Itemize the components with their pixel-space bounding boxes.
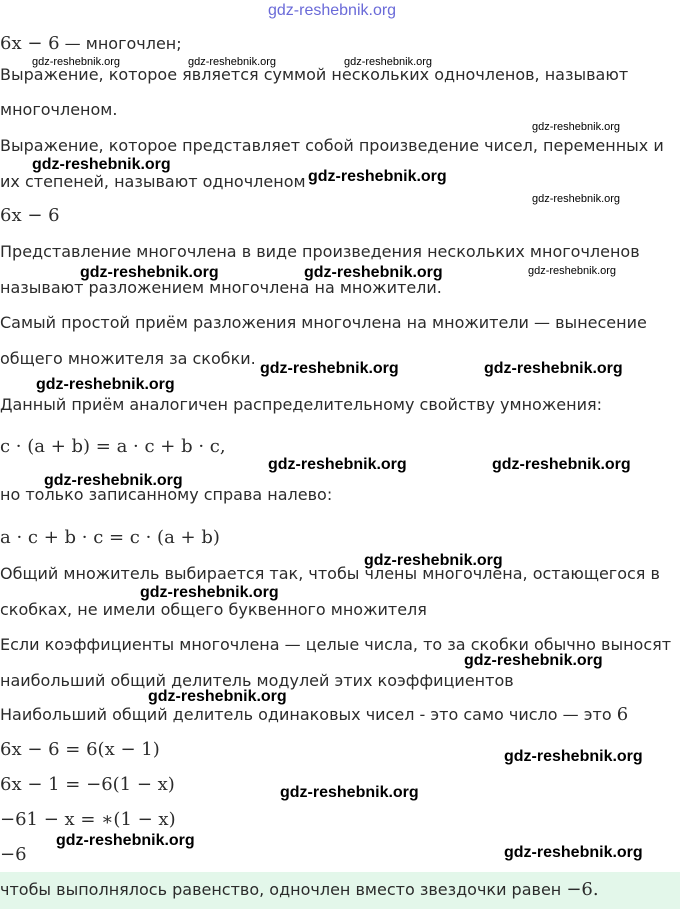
watermark: gdz-reshebnik.org	[504, 844, 643, 861]
expression-6x-minus-6: 6x − 6	[0, 205, 60, 226]
watermark: gdz-reshebnik.org	[140, 584, 279, 601]
watermark: gdz-reshebnik.org	[32, 156, 171, 173]
gcd-text: Наибольший общий делитель одинаковых чисел - это само число — это	[0, 705, 617, 724]
definition-polynomial-line1: Выражение, которое является суммой нескольких одночленов, называют	[0, 65, 629, 84]
watermark: gdz-reshebnik.org	[528, 265, 617, 277]
equation-1: 6x − 6 = 6(x − 1)	[0, 739, 160, 760]
coefficient-line2: наибольший общий делитель модулей этих коэффициентов	[0, 671, 514, 690]
choose-factor-line1: Общий множитель выбирается так, чтобы члены многочлена, остающегося в	[0, 564, 660, 583]
watermark: gdz-reshebnik.org	[36, 376, 175, 393]
definition-polynomial-line2: многочленом.	[0, 100, 118, 119]
watermark: gdz-reshebnik.org	[44, 472, 183, 489]
watermark: gdz-reshebnik.org	[464, 652, 603, 669]
answer-text: чтобы выполнялось равенство, одночлен вместо звездочки равен	[0, 880, 567, 899]
gcd-value: 6	[616, 704, 629, 725]
watermark: gdz-reshebnik.org	[32, 56, 121, 68]
polynomial-label: — многочлен;	[59, 34, 182, 53]
watermark: gdz-reshebnik.org	[268, 456, 407, 473]
reverse-text: но только записанному справа налево:	[0, 485, 333, 504]
polynomial-statement	[0, 34, 182, 54]
distributive-formula: c · (a + b) = a · c + b · c,	[0, 436, 226, 457]
gcd-statement	[0, 705, 628, 725]
watermark: gdz-reshebnik.org	[344, 56, 433, 68]
choose-factor-line2: скобках, не имели общего буквенного множителя	[0, 600, 427, 619]
polynomial-expression: 6x − 6	[0, 33, 60, 54]
watermark: gdz-reshebnik.org	[492, 456, 631, 473]
watermark: gdz-reshebnik.org	[280, 784, 419, 801]
definition-monomial-line1: Выражение, которое представляет собой произведение чисел, переменных и	[0, 136, 664, 155]
reverse-formula: a · c + b · c = c · (a + b)	[0, 527, 220, 548]
factorization-definition-line1: Представление многочлена в виде произведения нескольких многочленов	[0, 242, 640, 261]
equation-2: 6x − 1 = −6(1 − x)	[0, 774, 175, 795]
distributive-property-text: Данный приём аналогичен распределительному свойству умножения:	[0, 395, 602, 414]
watermark: gdz-reshebnik.org	[80, 264, 219, 281]
watermark: gdz-reshebnik.org	[56, 832, 195, 849]
watermark: gdz-reshebnik.org	[364, 552, 503, 569]
equation-4: −6	[0, 844, 27, 865]
watermark-top: gdz-reshebnik.org	[268, 2, 397, 19]
watermark: gdz-reshebnik.org	[260, 360, 399, 377]
watermark: gdz-reshebnik.org	[484, 360, 623, 377]
answer-statement	[0, 880, 599, 900]
watermark: gdz-reshebnik.org	[308, 168, 447, 185]
watermark: gdz-reshebnik.org	[532, 193, 621, 205]
definition-monomial-line2: их степеней, называют одночленом	[0, 172, 306, 191]
factorization-definition-line2: называют разложением многочлена на множители.	[0, 278, 442, 297]
equation-3: −61 − x = ∗(1 − x)	[0, 809, 176, 830]
coefficient-line1: Если коэффициенты многочлена — целые числа, то за скобки обычно выносят	[0, 635, 672, 654]
watermark: gdz-reshebnik.org	[304, 264, 443, 281]
simple-method-line1: Самый простой приём разложения многочлена на множители — вынесение	[0, 313, 647, 332]
watermark: gdz-reshebnik.org	[148, 688, 287, 705]
watermark: gdz-reshebnik.org	[532, 121, 621, 133]
answer-value: −6.	[566, 879, 599, 900]
watermark: gdz-reshebnik.org	[188, 56, 277, 68]
simple-method-line2: общего множителя за скобки.	[0, 349, 256, 368]
watermark: gdz-reshebnik.org	[504, 748, 643, 765]
